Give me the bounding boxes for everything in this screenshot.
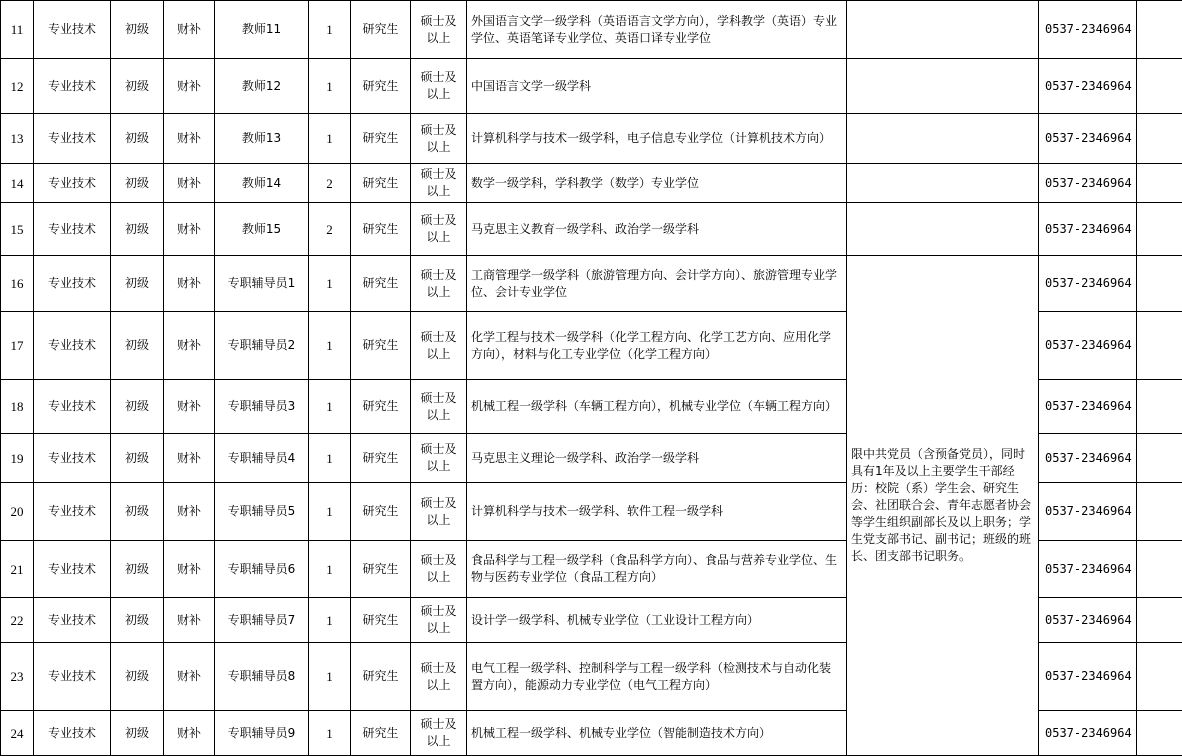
position-cell: 教师15 [215, 203, 309, 256]
position-cell: 专职辅导员3 [215, 380, 309, 434]
category-cell: 专业技术 [34, 483, 111, 541]
table-row [1, 256, 1182, 312]
major-cell: 电气工程一级学科、控制科学与工程一级学科（检测技术与自动化装置方向），能源动力专业学位（电气工程方向） [467, 643, 847, 711]
remark-cell [1137, 59, 1182, 114]
major-cell: 工商管理学一级学科（旅游管理方向、会计学方向）、旅游管理专业学位、会计专业学位 [467, 256, 847, 312]
funding-cell: 财补 [164, 598, 215, 643]
remark-cell [1137, 598, 1182, 643]
row-number: 24 [1, 711, 34, 756]
row-number: 19 [1, 434, 34, 483]
row-number: 17 [1, 312, 34, 380]
major-cell: 计算机科学与技术一级学科，电子信息专业学位（计算机技术方向） [467, 114, 847, 164]
position-cell: 专职辅导员7 [215, 598, 309, 643]
table-row [1, 164, 1182, 203]
count-cell: 1 [309, 711, 351, 756]
education-cell: 研究生 [351, 598, 411, 643]
count-cell: 2 [309, 203, 351, 256]
count-cell: 1 [309, 256, 351, 312]
remark-cell [1137, 1, 1182, 59]
category-cell: 专业技术 [34, 164, 111, 203]
level-cell: 初级 [111, 711, 164, 756]
position-cell: 教师13 [215, 114, 309, 164]
remark-cell [1137, 541, 1182, 598]
major-cell: 马克思主义教育一级学科、政治学一级学科 [467, 203, 847, 256]
category-cell: 专业技术 [34, 203, 111, 256]
position-cell: 专职辅导员2 [215, 312, 309, 380]
education-cell: 研究生 [351, 483, 411, 541]
funding-cell: 财补 [164, 483, 215, 541]
position-cell: 专职辅导员1 [215, 256, 309, 312]
major-cell: 中国语言文学一级学科 [467, 59, 847, 114]
remark-cell [1137, 434, 1182, 483]
category-cell: 专业技术 [34, 434, 111, 483]
row-number: 15 [1, 203, 34, 256]
degree-cell: 硕士及以上 [411, 256, 467, 312]
position-cell: 教师11 [215, 1, 309, 59]
major-cell: 设计学一级学科、机械专业学位（工业设计工程方向） [467, 598, 847, 643]
education-cell: 研究生 [351, 164, 411, 203]
funding-cell: 财补 [164, 312, 215, 380]
degree-cell: 硕士及以上 [411, 380, 467, 434]
funding-cell: 财补 [164, 114, 215, 164]
remark-cell [1137, 380, 1182, 434]
education-cell: 研究生 [351, 1, 411, 59]
count-cell: 1 [309, 114, 351, 164]
education-cell: 研究生 [351, 256, 411, 312]
degree-cell: 硕士及以上 [411, 312, 467, 380]
category-cell: 专业技术 [34, 380, 111, 434]
degree-cell: 硕士及以上 [411, 59, 467, 114]
position-cell: 专职辅导员6 [215, 541, 309, 598]
phone-cell: 0537-2346964 [1039, 711, 1137, 756]
row-number: 20 [1, 483, 34, 541]
category-cell: 专业技术 [34, 1, 111, 59]
level-cell: 初级 [111, 434, 164, 483]
count-cell: 1 [309, 312, 351, 380]
level-cell: 初级 [111, 59, 164, 114]
category-cell: 专业技术 [34, 598, 111, 643]
education-cell: 研究生 [351, 59, 411, 114]
degree-cell: 硕士及以上 [411, 598, 467, 643]
row-number: 16 [1, 256, 34, 312]
count-cell: 1 [309, 59, 351, 114]
phone-cell: 0537-2346964 [1039, 434, 1137, 483]
degree-cell: 硕士及以上 [411, 164, 467, 203]
phone-cell: 0537-2346964 [1039, 483, 1137, 541]
note-cell [847, 164, 1039, 203]
degree-cell: 硕士及以上 [411, 711, 467, 756]
level-cell: 初级 [111, 483, 164, 541]
level-cell: 初级 [111, 312, 164, 380]
note-cell [847, 1, 1039, 59]
note-cell [847, 114, 1039, 164]
degree-cell: 硕士及以上 [411, 114, 467, 164]
category-cell: 专业技术 [34, 59, 111, 114]
position-cell: 教师12 [215, 59, 309, 114]
count-cell: 1 [309, 380, 351, 434]
remark-cell [1137, 164, 1182, 203]
row-number: 22 [1, 598, 34, 643]
row-number: 23 [1, 643, 34, 711]
count-cell: 1 [309, 643, 351, 711]
position-cell: 教师14 [215, 164, 309, 203]
counselor-requirement-note: 限中共党员（含预备党员），同时具有1年及以上主要学生干部经历：校院（系）学生会、研究生会、社团联合会、青年志愿者协会等学生组织副部长及以上职务；学生党支部书记、副书记；班级的班长、团支部书记职务。 [847, 256, 1039, 756]
category-cell: 专业技术 [34, 114, 111, 164]
row-number: 18 [1, 380, 34, 434]
count-cell: 1 [309, 598, 351, 643]
phone-cell: 0537-2346964 [1039, 380, 1137, 434]
major-cell: 化学工程与技术一级学科（化学工程方向、化学工艺方向、应用化学方向），材料与化工专业学位（化学工程方向） [467, 312, 847, 380]
funding-cell: 财补 [164, 380, 215, 434]
education-cell: 研究生 [351, 434, 411, 483]
row-number: 13 [1, 114, 34, 164]
level-cell: 初级 [111, 380, 164, 434]
education-cell: 研究生 [351, 380, 411, 434]
phone-cell: 0537-2346964 [1039, 598, 1137, 643]
level-cell: 初级 [111, 598, 164, 643]
phone-cell: 0537-2346964 [1039, 203, 1137, 256]
count-cell: 1 [309, 1, 351, 59]
position-cell: 专职辅导员9 [215, 711, 309, 756]
funding-cell: 财补 [164, 164, 215, 203]
level-cell: 初级 [111, 164, 164, 203]
remark-cell [1137, 256, 1182, 312]
degree-cell: 硕士及以上 [411, 434, 467, 483]
funding-cell: 财补 [164, 1, 215, 59]
position-cell: 专职辅导员5 [215, 483, 309, 541]
degree-cell: 硕士及以上 [411, 541, 467, 598]
count-cell: 1 [309, 483, 351, 541]
phone-cell: 0537-2346964 [1039, 59, 1137, 114]
level-cell: 初级 [111, 203, 164, 256]
table-row [1, 203, 1182, 256]
phone-cell: 0537-2346964 [1039, 1, 1137, 59]
level-cell: 初级 [111, 256, 164, 312]
phone-cell: 0537-2346964 [1039, 114, 1137, 164]
category-cell: 专业技术 [34, 312, 111, 380]
count-cell: 1 [309, 541, 351, 598]
table-row [1, 1, 1182, 59]
remark-cell [1137, 711, 1182, 756]
major-cell: 外国语言文学一级学科（英语语言文学方向），学科教学（英语）专业学位、英语笔译专业学位、英语口译专业学位 [467, 1, 847, 59]
degree-cell: 硕士及以上 [411, 483, 467, 541]
major-cell: 数学一级学科，学科教学（数学）专业学位 [467, 164, 847, 203]
phone-cell: 0537-2346964 [1039, 164, 1137, 203]
major-cell: 机械工程一级学科、机械专业学位（智能制造技术方向） [467, 711, 847, 756]
funding-cell: 财补 [164, 59, 215, 114]
note-cell [847, 203, 1039, 256]
major-cell: 计算机科学与技术一级学科、软件工程一级学科 [467, 483, 847, 541]
level-cell: 初级 [111, 114, 164, 164]
position-cell: 专职辅导员4 [215, 434, 309, 483]
level-cell: 初级 [111, 541, 164, 598]
funding-cell: 财补 [164, 711, 215, 756]
degree-cell: 硕士及以上 [411, 203, 467, 256]
remark-cell [1137, 203, 1182, 256]
major-cell: 食品科学与工程一级学科（食品科学方向）、食品与营养专业学位、生物与医药专业学位（食品工程方向） [467, 541, 847, 598]
remark-cell [1137, 643, 1182, 711]
remark-cell [1137, 483, 1182, 541]
education-cell: 研究生 [351, 541, 411, 598]
phone-cell: 0537-2346964 [1039, 256, 1137, 312]
education-cell: 研究生 [351, 203, 411, 256]
degree-cell: 硕士及以上 [411, 1, 467, 59]
row-number: 14 [1, 164, 34, 203]
phone-cell: 0537-2346964 [1039, 643, 1137, 711]
major-cell: 机械工程一级学科（车辆工程方向），机械专业学位（车辆工程方向） [467, 380, 847, 434]
level-cell: 初级 [111, 643, 164, 711]
row-number: 21 [1, 541, 34, 598]
row-number: 12 [1, 59, 34, 114]
row-number: 11 [1, 1, 34, 59]
position-cell: 专职辅导员8 [215, 643, 309, 711]
category-cell: 专业技术 [34, 643, 111, 711]
remark-cell [1137, 114, 1182, 164]
category-cell: 专业技术 [34, 711, 111, 756]
note-cell [847, 59, 1039, 114]
degree-cell: 硕士及以上 [411, 643, 467, 711]
education-cell: 研究生 [351, 643, 411, 711]
count-cell: 1 [309, 434, 351, 483]
level-cell: 初级 [111, 1, 164, 59]
category-cell: 专业技术 [34, 541, 111, 598]
funding-cell: 财补 [164, 643, 215, 711]
education-cell: 研究生 [351, 312, 411, 380]
funding-cell: 财补 [164, 256, 215, 312]
table-row [1, 59, 1182, 114]
funding-cell: 财补 [164, 541, 215, 598]
phone-cell: 0537-2346964 [1039, 541, 1137, 598]
remark-cell [1137, 312, 1182, 380]
funding-cell: 财补 [164, 203, 215, 256]
count-cell: 2 [309, 164, 351, 203]
major-cell: 马克思主义理论一级学科、政治学一级学科 [467, 434, 847, 483]
education-cell: 研究生 [351, 711, 411, 756]
education-cell: 研究生 [351, 114, 411, 164]
table-body [1, 1, 1182, 756]
funding-cell: 财补 [164, 434, 215, 483]
category-cell: 专业技术 [34, 256, 111, 312]
phone-cell: 0537-2346964 [1039, 312, 1137, 380]
table-row [1, 114, 1182, 164]
